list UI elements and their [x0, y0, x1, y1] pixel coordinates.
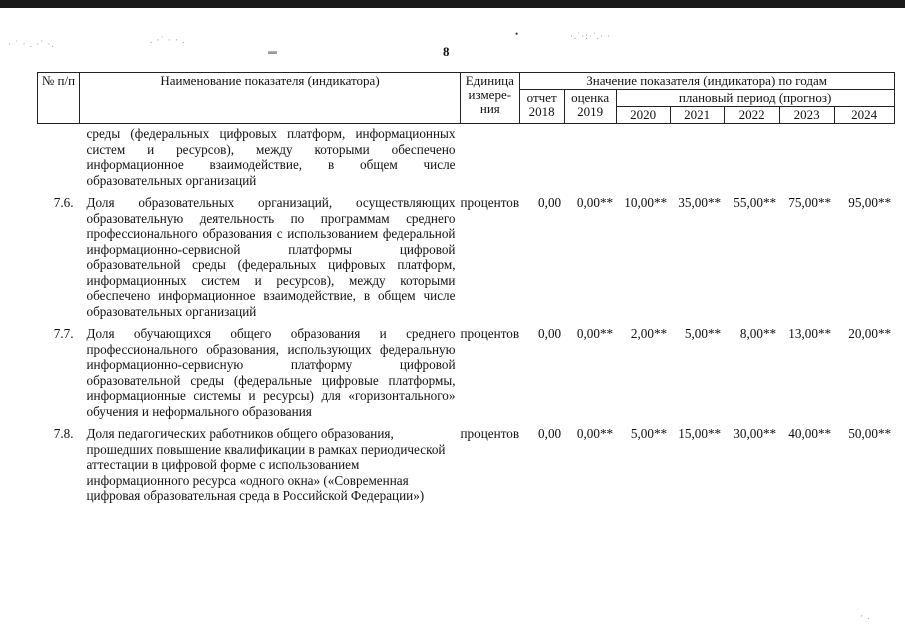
continuation-text: среды (федеральных цифровых платформ, информационных систем и ресурсов), между которыми обеспечено информационное взаимодействие, в общем числе образовательных организаций	[86, 126, 456, 188]
value-2020: 10,00**	[624, 195, 668, 210]
table-row	[38, 195, 895, 326]
header-year-2024: 2024	[834, 107, 894, 124]
value-2022: 55,00**	[733, 195, 777, 210]
scan-noise: · .	[860, 611, 871, 621]
table-row-continuation	[38, 124, 895, 196]
header-year-2021: 2021	[670, 107, 724, 124]
header-year-2020: 2020	[616, 107, 670, 124]
header-year-2022: 2022	[724, 107, 779, 124]
row-num: 7.8.	[53, 426, 74, 441]
header-planned-period: плановый период (прогноз)	[616, 90, 894, 107]
header-num: № п/п	[38, 73, 80, 124]
header-estimate-year: 2019	[577, 104, 604, 119]
page-number: 8	[443, 44, 450, 59]
header-unit: Единица измере-ния	[461, 73, 520, 124]
value-2020: 5,00**	[630, 426, 668, 441]
value-2019: 0,00**	[576, 195, 614, 210]
value-2018: 0,00	[538, 326, 562, 341]
header-estimate	[564, 90, 616, 124]
value-2021: 35,00**	[678, 195, 722, 210]
value-2023: 40,00**	[788, 426, 832, 441]
row-unit: процентов	[460, 426, 520, 441]
header-year-2023: 2023	[779, 107, 834, 124]
value-2018: 0,00	[538, 426, 562, 441]
scan-noise: ▬	[268, 46, 278, 56]
value-2023: 13,00**	[788, 326, 832, 341]
header-report-label: отчет	[526, 90, 557, 105]
row-name: Доля педагогических работников общего образования, прошедших повышение квалификации в рамках периодической аттестации в цифровой форме с использованием информационного ресурса «одного окна» («Современная цифровая образовательная среда в Российской Федерации»)	[86, 426, 446, 503]
scan-noise: •	[515, 29, 520, 39]
value-2019: 0,00**	[576, 426, 614, 441]
value-2021: 5,00**	[684, 326, 722, 341]
value-2018: 0,00	[538, 195, 562, 210]
header-report	[519, 90, 564, 124]
value-2024: 95,00**	[848, 195, 892, 210]
value-2022: 30,00**	[733, 426, 777, 441]
header-report-year: 2018	[528, 104, 555, 119]
table-row	[38, 426, 895, 504]
scan-noise: ·.˙·:·˙.· ·	[570, 31, 612, 41]
indicators-table	[37, 72, 895, 504]
value-2024: 20,00**	[848, 326, 892, 341]
row-name: Доля образовательных организаций, осуществляющих образовательную деятельность по программам среднего профессионального образования с использованием федеральной информационно-сервисной платформы цифровой образовательной среды (федеральных цифровых платформ, информационных систем и ресурсов), между которыми обеспечено информационное взаимодействие, в общем числе образовательных организаций	[86, 195, 456, 319]
header-estimate-label: оценка	[571, 90, 610, 105]
value-2022: 8,00**	[739, 326, 777, 341]
header-name: Наименование показателя (индикатора)	[80, 73, 461, 124]
value-2021: 15,00**	[678, 426, 722, 441]
row-num: 7.6.	[53, 195, 74, 210]
row-unit: процентов	[460, 326, 520, 341]
scan-noise: · ˙ · . ·˙ ·.	[8, 39, 55, 49]
scan-noise: . ·˙ · · .	[150, 35, 186, 45]
value-2024: 50,00**	[848, 426, 892, 441]
value-2019: 0,00**	[576, 326, 614, 341]
value-2020: 2,00**	[630, 326, 668, 341]
value-2023: 75,00**	[788, 195, 832, 210]
row-unit: процентов	[460, 195, 520, 210]
row-name: Доля обучающихся общего образования и среднего профессионального образования, использующих федеральную информационно-сервисную платформу цифровой образовательной среды (федеральные цифровые платформы, информационные системы и ресурсы) для «горизонтального» обучения и неформального образования	[86, 326, 456, 419]
row-num: 7.7.	[53, 326, 74, 341]
header-values-group: Значение показателя (индикатора) по годам	[519, 73, 894, 90]
scan-top-edge	[0, 0, 905, 8]
table-row	[38, 326, 895, 426]
